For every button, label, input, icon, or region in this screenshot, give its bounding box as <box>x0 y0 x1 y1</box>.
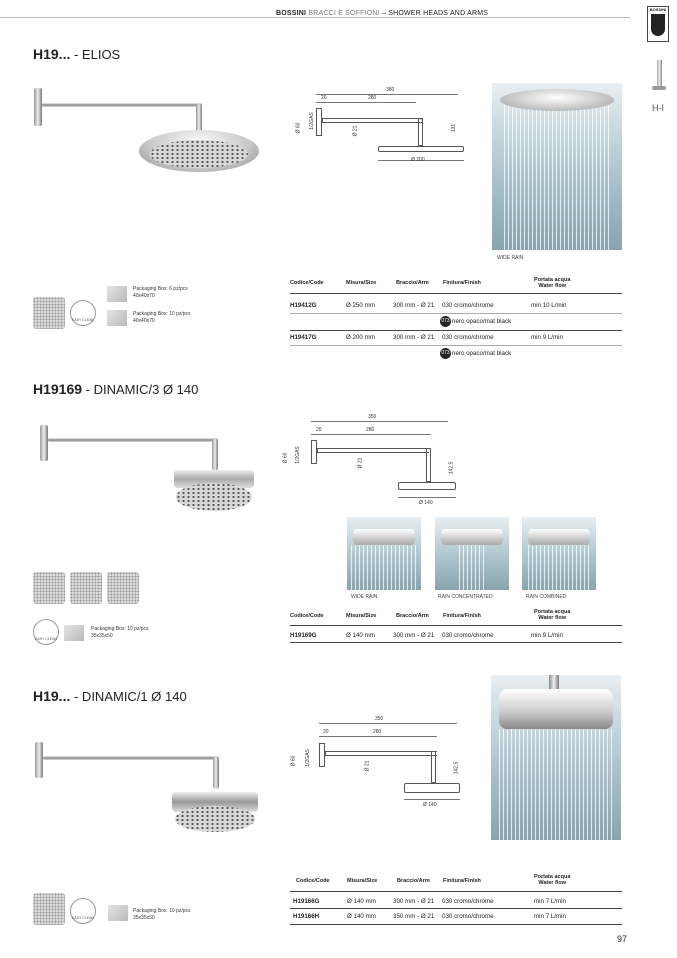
row-size: Ø 200 mm <box>346 334 375 341</box>
dim-line <box>311 434 431 435</box>
col-size: Misura/Size <box>347 878 378 884</box>
col-finish: Finitura/Finish <box>443 613 481 619</box>
packaging-size: 35x35x50 <box>133 915 155 921</box>
drawing-head <box>378 146 464 152</box>
easy-clean-label: EASY CLEAN <box>72 916 94 920</box>
wall-flange <box>35 742 43 778</box>
row-code: H19169G <box>290 632 317 639</box>
section-text: SHOWER HEADS AND ARMS <box>388 10 489 17</box>
table-rule <box>290 330 622 331</box>
col-arm: Braccio/Arm <box>396 280 429 286</box>
product-name-title: - DINAMIC/3 Ø 140 <box>85 382 199 397</box>
row-arm: 300 mm - Ø 21 <box>393 898 435 905</box>
row-flow: min 10 L/min <box>531 302 567 309</box>
dim-gas: 1/2GAS <box>304 749 311 767</box>
table-rule <box>290 313 622 314</box>
ceiling-head-icon <box>652 86 666 90</box>
row-finish: 030 cromo/chrome <box>442 632 494 639</box>
col-finish: Finitura/Finish <box>443 878 481 884</box>
spray-pattern-icon <box>33 297 65 329</box>
col-flow <box>534 874 570 886</box>
wall-flange <box>34 88 42 126</box>
rain-effect <box>528 545 590 590</box>
product-name-title: - ELIOS <box>73 47 121 62</box>
col-flow <box>534 277 570 289</box>
row-flow: min 9 L/min <box>531 632 563 639</box>
brand-name: BOSSINI <box>276 10 307 17</box>
rain-effect <box>459 545 485 590</box>
dim-total: 350 <box>375 716 384 722</box>
dim-line <box>316 102 416 103</box>
dim-head-diameter: Ø 140 <box>419 500 433 506</box>
row-alt-finish <box>440 316 511 327</box>
col-flow-1: Portata acqua <box>534 609 571 615</box>
packaging-info <box>133 286 188 300</box>
spray-pattern-icon <box>33 572 65 604</box>
rain-effect <box>351 545 417 590</box>
drawing-arm <box>317 448 429 453</box>
easy-clean-label: EASY CLEAN <box>35 637 57 641</box>
easy-clean-icon <box>70 300 96 326</box>
logo-text: BOSSINI <box>649 7 667 12</box>
product-photo <box>492 83 622 250</box>
product-name-title: - DINAMIC/1 Ø 140 <box>73 689 187 704</box>
dim-line <box>311 421 448 422</box>
dim-height: 142,5 <box>448 461 455 475</box>
dim-arm-diameter: Ø 21 <box>364 760 371 772</box>
col-arm: Braccio/Arm <box>396 613 429 619</box>
shower-arm <box>43 756 219 760</box>
product-photo <box>435 517 509 590</box>
shower-nozzles <box>176 483 252 511</box>
product-code-title: H19... <box>33 46 71 62</box>
photo-shower-head <box>528 529 590 545</box>
col-flow-1: Portata acqua <box>534 874 571 880</box>
photo-arm <box>549 675 559 689</box>
drawing-head <box>398 482 456 490</box>
table-rule <box>290 924 622 925</box>
packaging-line: Packaging Box: 10 pz/pcs <box>133 311 191 317</box>
side-tab-label: H-I <box>652 103 664 113</box>
drawing-arm <box>325 751 437 756</box>
photo-caption: RAIN COMBINED <box>526 594 567 600</box>
row-flow: min 9 L/min <box>531 334 563 341</box>
logo-shield-icon <box>651 14 665 36</box>
photo-shower-head <box>353 529 415 545</box>
dim-line <box>319 723 457 724</box>
dim-head-diameter: Ø 200 <box>411 157 425 163</box>
spray-pattern-icon <box>107 572 139 604</box>
easy-clean-icon <box>70 898 96 924</box>
row-finish: 030 cromo/chrome <box>442 913 494 920</box>
header-rule <box>0 17 630 18</box>
col-code: Codice/Code <box>290 280 324 286</box>
rain-effect <box>499 729 613 840</box>
row-code: H19417G <box>290 334 317 341</box>
packaging-info <box>133 908 191 922</box>
alt-finish-text: nero opaco/mat black <box>452 350 512 358</box>
rain-effect <box>504 101 610 250</box>
col-size: Misura/Size <box>346 613 377 619</box>
product-title <box>33 46 120 62</box>
easy-clean-label: EASY CLEAN <box>72 318 94 322</box>
row-code: H19412G <box>290 302 317 309</box>
dim-total: 380 <box>386 87 395 93</box>
row-size: Ø 140 mm <box>346 632 375 639</box>
dim-offset: 20 <box>316 427 322 433</box>
page-number: 97 <box>617 934 628 944</box>
product-photo <box>347 517 421 590</box>
drawing-arm <box>322 118 422 123</box>
photo-shower-head <box>500 89 614 111</box>
finish-badge: 073 <box>440 348 451 359</box>
product-photo <box>491 675 621 840</box>
col-size: Misura/Size <box>346 280 377 286</box>
spray-pattern-icon <box>70 572 102 604</box>
packaging-line: Packaging Box: 10 pz/pcs <box>133 908 191 914</box>
category-text: BRACCI E SOFFIONI <box>308 10 380 17</box>
wall-flange <box>40 425 48 461</box>
table-rule <box>290 908 622 909</box>
dim-total: 350 <box>368 414 377 420</box>
shower-nozzles <box>175 806 255 832</box>
packaging-size: 35x35x50 <box>91 633 113 639</box>
col-code: Codice/Code <box>290 613 324 619</box>
col-flow-2: Water flow <box>538 880 566 886</box>
row-arm: 300 mm - Ø 21 <box>393 302 435 309</box>
col-flow-2: Water flow <box>538 283 566 289</box>
easy-clean-icon <box>33 619 59 645</box>
packaging-size: 40x40x70 <box>133 293 155 299</box>
dim-offset: 20 <box>321 95 327 101</box>
packaging-info <box>133 311 191 325</box>
finish-badge: 073 <box>440 316 451 327</box>
drawing-head <box>404 783 460 793</box>
dim-line <box>316 94 458 95</box>
packaging-line: Packaging Box: 6 pz/pcs <box>133 286 188 292</box>
product-code-title: H19... <box>33 688 71 704</box>
dim-line <box>398 497 456 498</box>
dim-arm-diameter: Ø 21 <box>357 457 364 469</box>
page-header <box>276 10 488 17</box>
table-rule <box>290 642 622 643</box>
dim-arm: 280 <box>366 427 375 433</box>
dim-flange: Ø 60 <box>290 755 297 767</box>
row-size: Ø 140 mm <box>347 898 376 905</box>
row-code: H19166G <box>293 898 320 905</box>
product-photo <box>522 517 596 590</box>
photo-shower-head <box>441 529 503 545</box>
row-code: H19166H <box>293 913 320 920</box>
dim-gas: 1/2GAS <box>294 446 301 464</box>
shower-arm <box>48 438 218 442</box>
packaging-box-icon <box>64 625 84 641</box>
arm-elbow <box>212 439 218 471</box>
dim-line <box>319 736 437 737</box>
packaging-info <box>91 626 149 640</box>
row-size: Ø 140 mm <box>347 913 376 920</box>
row-arm: 300 mm - Ø 21 <box>393 334 435 341</box>
col-finish: Finitura/Finish <box>443 280 481 286</box>
col-flow-2: Water flow <box>538 615 566 621</box>
row-finish: 030 cromo/chrome <box>442 898 494 905</box>
table-rule <box>290 293 622 294</box>
dim-line <box>404 799 460 800</box>
photo-caption: WIDE RAIN <box>351 594 378 600</box>
shower-nozzles <box>150 140 248 168</box>
packaging-box-icon <box>107 310 127 326</box>
separator: – <box>381 10 387 17</box>
product-title <box>33 381 198 397</box>
arm-elbow <box>213 757 219 789</box>
col-flow-1: Portata acqua <box>534 277 571 283</box>
packaging-box-icon <box>108 905 128 921</box>
col-code: Codice/Code <box>296 878 330 884</box>
row-flow: min 7 L/min <box>534 898 566 905</box>
row-arm: 350 mm - Ø 21 <box>393 913 435 920</box>
col-arm: Braccio/Arm <box>397 878 430 884</box>
table-rule <box>290 891 622 892</box>
drawing-drop <box>431 751 436 783</box>
packaging-line: Packaging Box: 10 pz/pcs <box>91 626 149 632</box>
row-alt-finish <box>440 348 511 359</box>
table-rule <box>290 625 622 626</box>
row-arm: 300 mm - Ø 21 <box>393 632 435 639</box>
photo-shower-head <box>499 689 613 729</box>
row-finish: 030 cromo/chrome <box>442 302 494 309</box>
dim-arm-diameter: Ø 21 <box>352 125 359 137</box>
dim-arm: 280 <box>373 729 382 735</box>
dim-height: 131 <box>451 123 458 133</box>
product-code-title: H19169 <box>33 381 83 397</box>
packaging-box-icon <box>107 286 127 302</box>
alt-finish-text: nero opaco/mat black <box>452 318 512 326</box>
col-flow <box>534 609 570 621</box>
dim-flange: Ø 60 <box>282 452 289 464</box>
brand-logo <box>647 6 669 42</box>
photo-caption: WIDE RAIN <box>497 255 524 261</box>
shower-arm <box>42 103 202 107</box>
table-rule <box>290 345 622 346</box>
spray-pattern-icon <box>33 893 65 925</box>
drawing-drop <box>426 448 431 482</box>
packaging-size: 40x40x70 <box>133 318 155 324</box>
dim-gas: 1/2GAS <box>308 112 315 130</box>
dim-height: 142,5 <box>453 761 460 775</box>
product-title <box>33 688 187 704</box>
row-flow: min 7 L/min <box>534 913 566 920</box>
dim-offset: 20 <box>323 729 329 735</box>
dim-head-diameter: Ø 140 <box>423 802 437 808</box>
ceiling-arm-icon <box>657 60 662 88</box>
row-finish: 030 cromo/chrome <box>442 334 494 341</box>
row-size: Ø 250 mm <box>346 302 375 309</box>
photo-caption: RAIN CONCENTRATED <box>438 594 493 600</box>
dim-flange: Ø 60 <box>295 122 302 134</box>
dim-arm: 280 <box>368 95 377 101</box>
drawing-drop <box>418 118 423 146</box>
